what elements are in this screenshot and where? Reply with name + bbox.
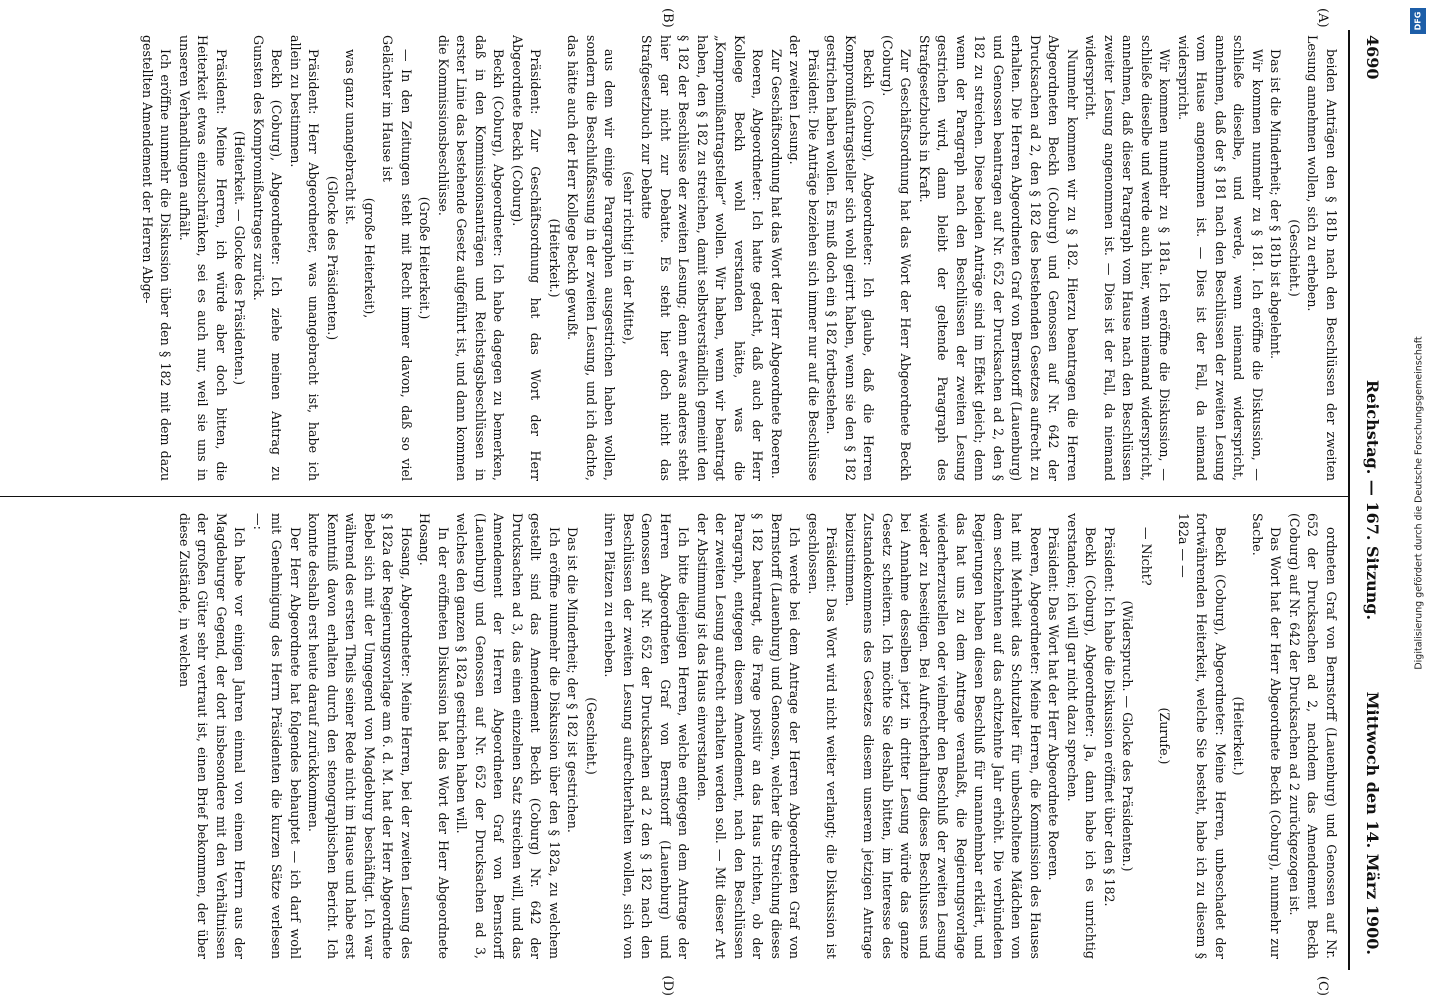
session-date: Mittwoch den 14. März 1900.	[1363, 691, 1382, 955]
header-rule	[1348, 30, 1350, 970]
paragraph: In der eröffneten Diskussion hat das Wort der Herr Abgeordnete Hosang.	[417, 513, 451, 959]
paragraph: Roeren, Abgeordneter: Meine Herren, die Kommission des Hauses hat mit Mehrheit das Schutzalter für unbescholtene Mädchen von dem sechzehnten auf das achtzehnte Jahr erhöht. Die verbündeten Regierungen haben diesen Beschluß für unannehmbar erklärt, und das hat uns zu dem Antrage veranlaßt, die Regierungsvorlage wiederherzustellen oder vielmehr den Beschluß der zweiten Lesung wieder zu beseitigen. Bei Aufrechterhaltung dieses Beschlusses und bei Annahme desselben jetzt in dritter Lesung würde das ganze Gesetz scheitern. Ich möchte Sie deshalb bitten, im Interesse des Zustandekommens des Gesetzes diesem unserem jetzigen Antrage beizustimmen.	[843, 513, 1043, 959]
paragraph: (sehr richtig! in der Mitte),	[621, 171, 636, 345]
paragraph: Präsident: Das Wort wird nicht weiter verlangt; die Diskussion ist geschlossen.	[806, 513, 840, 959]
paragraph: ordneten Graf von Bernstorff (Lauenburg) und Genossen auf Nr. 652 der Drucksachen ad 2, nachdem das Amendement Beckh (Coburg) auf Nr. 642 der Drucksachen ad 2 zurückgezogen ist.	[1287, 513, 1339, 959]
paragraph: Das ist die Minderheit; der § 181b ist abgelehnt.	[1268, 49, 1284, 359]
margin-mark-a: (A)	[1315, 8, 1330, 28]
paragraph: Der Herr Abgeordnete hat folgendes behauptet — ich darf wohl mit Genehmigung des Herrn Präsidenten die kurzen Sätze verlesen —:	[251, 513, 303, 959]
paragraph: Hosang, Abgeordneter: Meine Herren, bei der zweiten Lesung des § 182a der Regierungsvorlage am 6. d. M. hat der Herr Abgeordnete Bebel sich mit der Umgegend von Magdeburg beschäftigt. Ich war während des ersten Theils seiner Rede nicht im Hause und habe erst Kenntniß davon erhalten durch den stenographischen Bericht. Ich konnte deshalb erst heute darauf zurückkommen.	[306, 513, 414, 959]
right-column	[10, 513, 1340, 959]
margin-mark-c: (C)	[1315, 975, 1330, 996]
paragraph: Ich habe vor einigen Jahren einmal von einem Herrn aus der Magdeburger Gegend, der dort insbesondere mit den Verhältnissen der großen Güter sehr vertraut ist, einen Brief bekommen, der über diese Zustände, in welchen	[177, 513, 248, 959]
paragraph: Beckh (Coburg), Abgeordneter: Ja, dann habe ich es unrichtig verstanden; ich will gar nicht dazu sprechen.	[1065, 513, 1099, 959]
paragraph: Wir kommen nunmehr zu § 181. Ich eröffne die Diskussion, — schließe dieselbe, und werde, wenn niemand widerspricht, annehmen, daß der § 181 nach den Beschlüssen der zweiten Lesung vom Hause angenommen ist. — Dies ist der Fall, da niemand widerspricht.	[1176, 35, 1265, 481]
paragraph: Roeren, Abgeordneter: Ich hatte gedacht, daß auch der Herr Kollege Beckh wohl verstanden hätte, was die „Kompromißantragsteller“ wollen. Wir haben, wenn wir beantragt haben, den § 182 zu streichen, damit selbstverständlich gemeint den § 182 der Beschlüsse der zweiten Lesung; denn etwas anderes steht hier gar nicht zur Debatte. Es steht hier doch nicht das Strafgesetzbuch zur Debatte	[639, 35, 766, 481]
paragraph: Zur Geschäftsordnung hat das Wort der Herr Abgeordnete Roeren.	[769, 49, 784, 479]
paragraph: Präsident: Zur Geschäftsordnung hat das Wort der Herr Abgeordnete Beckh (Coburg).	[510, 35, 544, 481]
dfg-logo-text: DFG	[1413, 11, 1423, 31]
paragraph: (Geschieht.)	[584, 697, 599, 775]
paragraph: beiden Anträgen den § 181b nach den Beschlüssen der zweiten Lesung annehmen wollen, sich zu erheben.	[1305, 35, 1339, 481]
dfg-logo	[1410, 8, 1426, 34]
paragraph: Das Wort hat der Herr Abgeordnete Beckh (Coburg), nunmehr zur Sache.	[1250, 513, 1284, 959]
running-header: Reichstag. — 167. Sitzung.	[1363, 379, 1382, 621]
paragraph: Beckh (Coburg), Abgeordneter: Ich ziehe meinen Antrag zu Gunsten des Kompromißantrages zurück.	[251, 35, 285, 481]
paragraph: Beckh (Coburg), Abgeordneter: Ich glaube, daß die Herren Kompromißantragsteller sich wohl geirrt haben, wenn sie den § 182 gestrichen haben wollen. Es muß doch ein § 182 fortbestehen.	[824, 35, 877, 481]
credit-text: Digitalisierung gefördert durch die Deutsche Forschungsgemeinschaft	[1413, 336, 1425, 670]
paragraph: Präsident: Das Wort hat der Herr Abgeordnete Roeren.	[1046, 527, 1062, 881]
paragraph: — In den Zeitungen steht mit Recht immer davon, daß so viel Gelächter im Hause ist	[380, 35, 414, 481]
paragraph: Präsident: Herr Abgeordneter, was unangebracht ist, habe ich allein zu bestimmen.	[288, 35, 322, 481]
paragraph: (Widerspruch. — Glocke des Präsidenten.)	[1120, 600, 1136, 872]
paragraph: (Große Heiterkeit.)	[417, 196, 433, 320]
column-divider	[0, 496, 1348, 497]
paragraph: (Heiterkeit. — Glocke des Präsidenten.)	[232, 130, 248, 386]
paragraph: (Heiterkeit.)	[547, 218, 562, 298]
paragraph: (Glocke des Präsidenten.)	[325, 175, 340, 341]
paragraph: (Zurufe.)	[1157, 707, 1173, 765]
paragraph: Beckh (Coburg), Abgeordneter: Ich habe dagegen zu bemerken, daß in den Kommissionsanträgen und Reichstagsbeschlüssen in erster Linie das bestehende Gesetz aufgeführt ist, und dann kommen die Kommissionsbeschlüsse.	[436, 35, 507, 481]
paragraph: Beckh (Coburg), Abgeordneter: Meine Herren, unbeschadet der fortwährenden Heiterkeit, welche Sie besteht, habe ich zu diesem § 182a — —	[1176, 513, 1228, 959]
paragraph: (Heiterkeit.)	[1231, 696, 1247, 776]
paragraph: Ich eröffne nunmehr die Diskussion über den § 182a, zu welchem gestellt sind das Amendement Beckh (Coburg) Nr. 642 der Drucksachen ad 3, das einen einzelnen Satz streichen will, und das Amendement der Herren Abgeordneten Graf von Bernstorff (Lauenburg) und Genossen auf Nr. 652 der Drucksachen ad 3, welches den ganzen § 182a gestrichen haben will.	[454, 513, 562, 959]
margin-mark-d: (D)	[660, 975, 675, 996]
paragraph: Ich eröffne nunmehr die Diskussion über den § 182 mit dem dazu gestellten Amendement der Herren Abge-	[140, 35, 174, 481]
paragraph: aus dem wir einige Paragraphen ausgestrichen haben wollen, sondern die Beschlußfassung in der zweiten Lesung, und ich dachte, das hätte auch der Herr Kollege Beckh gewußt.	[565, 35, 618, 481]
paragraph: (große Heiterkeit),	[362, 197, 377, 319]
paragraph: Wir kommen nunmehr zu § 181a. Ich eröffne die Diskussion, — schließe dieselbe und werde auch hier, wenn niemand widerspricht, annehmen, daß dieser Paragraph vom Hause nach den Beschlüssen zweiter Lesung angenommen ist. — Dies ist der Fall, da niemand widerspricht.	[1083, 35, 1173, 481]
left-column	[10, 35, 1340, 481]
paragraph: (Geschieht.)	[1287, 219, 1302, 297]
digitization-credit	[1408, 8, 1430, 998]
paragraph: Nunmehr kommen wir zu § 182. Hierzu beantragen die Herren Abgeordneten Beckh (Coburg) und Genossen auf Nr. 642 der Drucksachen ad 2, den § 182 des bestehenden Gesetzes aufrecht zu erhalten. Die Herren Abgeordneten Graf von Bernstorff (Lauenburg) und Genossen beantragen auf Nr. 652 der Drucksachen ad 2, den § 182 zu streichen. Diese beiden Anträge sind im Effekt gleich; denn wenn der Paragraph nach den Beschlüssen der zweiten Lesung gestrichen wird, dann bleibt der geltende Paragraph des Strafgesetzbuchs in Kraft.	[917, 35, 1080, 481]
paragraph: Ich werde bei dem Antrage der Herren Abgeordneten Graf von Bernstorff (Lauenburg) und Genossen, welcher die Streichung dieses § 182 beantragt, die Frage positiv an das Haus richten, ob der Paragraph, entgegen diesem Amendement, nach den Beschlüssen der zweiten Lesung aufrecht erhalten werden soll. — Mit dieser Art der Abstimmung ist das Haus einverstanden.	[695, 513, 803, 959]
paragraph: Präsident: Ich habe die Diskussion eröffnet über den § 182.	[1102, 527, 1117, 907]
paragraph: Zur Geschäftsordnung hat das Wort der Herr Abgeordnete Beckh (Coburg).	[880, 35, 914, 481]
paragraph: Präsident: Die Anträge beziehen sich immer nur auf die Beschlüsse der zweiten Lesung.	[787, 35, 821, 481]
paragraph: Präsident: Meine Herren, ich würde aber doch bitten, die Heiterkeit etwas einzuschränken, sei es auch nur, weil sie uns in unseren Verhandlungen aufhält.	[177, 35, 229, 481]
paragraph: Ich bitte diejenigen Herren, welche entgegen dem Antrage der Herren Abgeordneten Graf von Bernstorff (Lauenburg) und Genossen auf Nr. 652 der Drucksachen ad 2 den § 182 nach den Beschlüssen der zweiten Lesung aufrechterhalten wollen, sich von ihren Plätzen zu erheben.	[602, 513, 692, 959]
paragraph: Das ist die Minderheit; der § 182 ist gestrichen.	[565, 527, 581, 833]
paragraph: — Nicht?	[1139, 527, 1154, 586]
paragraph: was ganz unangebracht ist.	[343, 49, 359, 225]
page-number: 4690	[1363, 35, 1382, 80]
margin-mark-b: (B)	[660, 8, 675, 28]
